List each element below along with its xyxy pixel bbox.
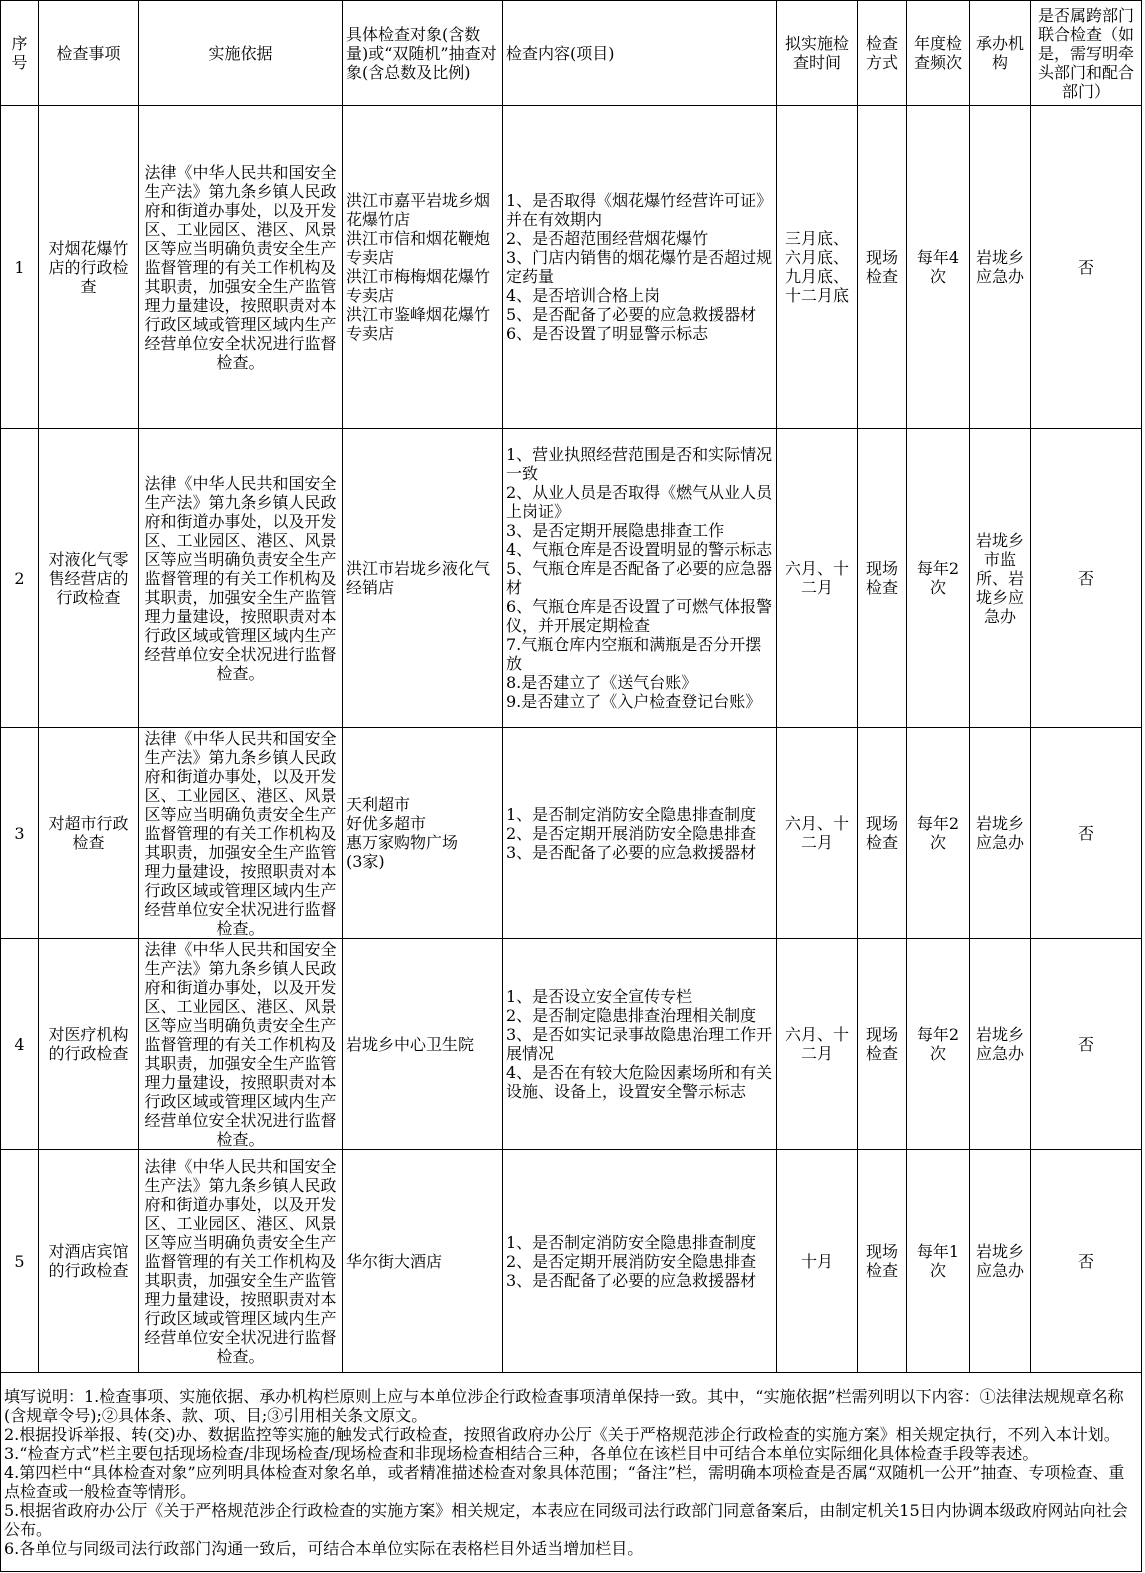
header-index: 序号 [1, 1, 38, 105]
inspection-item-cell: 对酒店宾馆的行政检查 [39, 1150, 138, 1372]
inspection-item-cell: 对液化气零售经营店的行政检查 [39, 429, 138, 727]
header-cross-department: 是否属跨部门联合检查（如是，需写明牵头部门和配合部门） [1031, 1, 1141, 105]
legal-basis-cell: 法律《中华人民共和国安全生产法》第九条乡镇人民政府和街道办事处，以及开发区、工业园区、港区、风景区等应当明确负责安全生产监督管理的有关工作机构及其职责，加强安全生产监管理力量建设，按照职责对本行政区域或管理区域内生产经营单位安全状况进行监督检查。 [139, 1150, 342, 1372]
responsible-agency-cell: 岩垅乡应急办 [970, 728, 1030, 938]
header-responsible-agency: 承办机构 [970, 1, 1030, 105]
inspection-content-cell [503, 728, 776, 938]
cross-department-cell: 否 [1031, 106, 1141, 428]
header-planned-time: 拟实施检查时间 [777, 1, 857, 105]
content-item: 2、是否定期开展消防安全隐患排查 [506, 1251, 757, 1271]
target-item: 华尔街大酒店 [346, 1251, 443, 1271]
cross-department-cell: 否 [1031, 1150, 1141, 1372]
header-legal-basis: 实施依据 [139, 1, 342, 105]
legal-basis-cell: 法律《中华人民共和国安全生产法》第九条乡镇人民政府和街道办事处，以及开发区、工业园区、港区、风景区等应当明确负责安全生产监督管理的有关工作机构及其职责，加强安全生产监管理力量建设，按照职责对本行政区域或管理区域内生产经营单位安全状况进行监督检查。 [139, 106, 342, 428]
note-item: 3.“检查方式”栏主要包括现场检查/非现场检查/现场检查和非现场检查相结合三种，各单位在该栏目中可结合本单位实际细化具体检查手段等表述。 [4, 1443, 1039, 1463]
legal-basis-cell: 法律《中华人民共和国安全生产法》第九条乡镇人民政府和街道办事处，以及开发区、工业园区、港区、风景区等应当明确负责安全生产监督管理的有关工作机构及其职责，加强安全生产监管理力量建设，按照职责对本行政区域或管理区域内生产经营单位安全状况进行监督检查。 [139, 939, 342, 1149]
inspection-method-cell: 现场检查 [858, 728, 906, 938]
inspection-targets-cell [343, 939, 502, 1149]
inspection-targets-cell [343, 728, 502, 938]
content-item: 7.气瓶仓库内空瓶和满瓶是否分开摆放 [506, 635, 762, 673]
content-item: 3、是否定期开展隐患排查工作 [506, 521, 725, 540]
content-item: 4、是否在有较大危险因素场所和有关设施、设备上，设置安全警示标志 [506, 1063, 773, 1101]
content-item: 5、是否配备了必要的应急救援器材 [506, 305, 757, 324]
content-item: 9.是否建立了《入户检查登记台账》 [506, 692, 762, 711]
inspection-item-cell: 对烟花爆竹店的行政检查 [39, 106, 138, 428]
target-item: 洪江市信和烟花鞭炮专卖店 [346, 229, 491, 267]
inspection-method-cell: 现场检查 [858, 1150, 906, 1372]
index-cell: 5 [1, 1150, 38, 1372]
content-item: 3、是否配备了必要的应急救援器材 [506, 1270, 757, 1290]
target-item: 岩垅乡中心卫生院 [346, 1034, 475, 1054]
inspection-targets-cell [343, 1150, 502, 1372]
planned-time-cell: 六月、十二月 [777, 939, 857, 1149]
content-item: 3、是否如实记录事故隐患治理工作开展情况 [506, 1025, 773, 1063]
inspection-content-cell [503, 1150, 776, 1372]
content-item: 6、气瓶仓库是否设置了可燃气体报警仪，并开展定期检查 [506, 597, 773, 635]
planned-time-cell: 三月底、六月底、九月底、十二月底 [777, 106, 857, 428]
note-item: 2.根据投诉举报、转(交)办、数据监控等实施的触发式行政检查，按照省政府办公厅《关于严格规范涉企行政检查的实施方案》相关规定执行，不列入本计划。 [4, 1424, 1120, 1444]
target-item: 天利超市 [346, 795, 411, 814]
legal-basis-cell: 法律《中华人民共和国安全生产法》第九条乡镇人民政府和街道办事处，以及开发区、工业园区、港区、风景区等应当明确负责安全生产监督管理的有关工作机构及其职责，加强安全生产监管理力量建设，按照职责对本行政区域或管理区域内生产经营单位安全状况进行监督检查。 [139, 728, 342, 938]
target-item: 洪江市嘉平岩垅乡烟花爆竹店 [346, 191, 491, 229]
planned-time-cell: 六月、十二月 [777, 429, 857, 727]
legal-basis-cell: 法律《中华人民共和国安全生产法》第九条乡镇人民政府和街道办事处，以及开发区、工业园区、港区、风景区等应当明确负责安全生产监督管理的有关工作机构及其职责，加强安全生产监管理力量建设，按照职责对本行政区域或管理区域内生产经营单位安全状况进行监督检查。 [139, 429, 342, 727]
header-inspection-method: 检查方式 [858, 1, 906, 105]
inspection-method-cell: 现场检查 [858, 429, 906, 727]
content-item: 1、是否制定消防安全隐患排查制度 [506, 804, 757, 824]
content-item: 4、气瓶仓库是否设置明显的警示标志 [506, 540, 773, 559]
content-item: 6、是否设置了明显警示标志 [506, 324, 709, 343]
content-item: 2、是否超范围经营烟花爆竹 [506, 229, 709, 248]
content-item: 2、是否制定隐患排查治理相关制度 [506, 1006, 757, 1025]
annual-frequency-cell: 每年2次 [907, 939, 969, 1149]
inspection-targets-cell [343, 106, 502, 428]
content-item: 8.是否建立了《送气台账》 [506, 673, 698, 692]
content-item: 2、是否定期开展消防安全隐患排查 [506, 823, 757, 843]
content-item: 3、是否配备了必要的应急救援器材 [506, 842, 757, 862]
header-inspection-item: 检查事项 [39, 1, 138, 105]
inspection-item-cell: 对超市行政检查 [39, 728, 138, 938]
inspection-content-cell [503, 939, 776, 1149]
responsible-agency-cell: 岩垅乡应急办 [970, 1150, 1030, 1372]
target-item: (3家) [346, 852, 385, 871]
cross-department-cell: 否 [1031, 728, 1141, 938]
annual-frequency-cell: 每年4次 [907, 106, 969, 428]
annual-frequency-cell: 每年1次 [907, 1150, 969, 1372]
responsible-agency-cell: 岩垅乡市监所、岩垅乡应急办 [970, 429, 1030, 727]
inspection-content-cell [503, 106, 776, 428]
target-item: 好优多超市 [346, 814, 427, 833]
header-annual-frequency: 年度检查频次 [907, 1, 969, 105]
planned-time-cell: 十月 [777, 1150, 857, 1372]
index-cell: 1 [1, 106, 38, 428]
index-cell: 2 [1, 429, 38, 727]
cross-department-cell: 否 [1031, 939, 1141, 1149]
filling-instructions [1, 1373, 1141, 1571]
target-item: 洪江市梅梅烟花爆竹专卖店 [346, 267, 491, 305]
index-cell: 3 [1, 728, 38, 938]
content-item: 1、是否制定消防安全隐患排查制度 [506, 1232, 757, 1252]
inspection-method-cell: 现场检查 [858, 939, 906, 1149]
cross-department-cell: 否 [1031, 429, 1141, 727]
content-item: 1、是否取得《烟花爆竹经营许可证》并在有效期内 [506, 191, 773, 229]
content-item: 3、门店内销售的烟花爆竹是否超过规定药量 [506, 248, 773, 286]
annual-frequency-cell: 每年2次 [907, 728, 969, 938]
target-item: 洪江市鉴峰烟花爆竹专卖店 [346, 305, 491, 343]
content-item: 1、是否设立安全宣传专栏 [506, 987, 693, 1006]
content-item: 2、从业人员是否取得《燃气从业人员上岗证》 [506, 483, 773, 521]
content-item: 1、营业执照经营范围是否和实际情况一致 [506, 445, 773, 483]
note-item: 6.各单位与同级司法行政部门沟通一致后，可结合本单位实际在表格栏目外适当增加栏目。 [4, 1538, 644, 1558]
header-inspection-targets: 具体检查对象(含数量)或“双随机”抽查对象(含总数及比例) [343, 1, 502, 105]
planned-time-cell: 六月、十二月 [777, 728, 857, 938]
responsible-agency-cell: 岩垅乡应急办 [970, 939, 1030, 1149]
content-item: 5、气瓶仓库是否配备了必要的应急器材 [506, 559, 773, 597]
note-item: 4.第四栏中“具体检查对象”应列明具体检查对象名单，或者精准描述检查对象具体范围；“备注”栏，需明确本项检查是否属“双随机一公开”抽查、专项检查、重点检查或一般检查等情形。 [4, 1462, 1125, 1501]
note-item: 填写说明：1.检查事项、实施依据、承办机构栏原则上应与本单位涉企行政检查事项清单保持一致。其中，“实施依据”栏需列明以下内容：①法律法规规章名称(含规章令号);②具体条、款、项、目;③引用相关条文原文。 [4, 1386, 1124, 1425]
inspection-method-cell: 现场检查 [858, 106, 906, 428]
target-item: 惠万家购物广场 [346, 833, 459, 852]
target-item: 洪江市岩垅乡液化气经销店 [346, 559, 491, 597]
responsible-agency-cell: 岩垅乡应急办 [970, 106, 1030, 428]
inspection-targets-cell [343, 429, 502, 727]
content-item: 4、是否培训合格上岗 [506, 286, 661, 305]
index-cell: 4 [1, 939, 38, 1149]
note-item: 5.根据省政府办公厅《关于严格规范涉企行政检查的实施方案》相关规定，本表应在同级司法行政部门同意备案后，由制定机关15日内协调本级政府网站向社会公布。 [4, 1500, 1128, 1539]
inspection-content-cell [503, 429, 776, 727]
annual-frequency-cell: 每年2次 [907, 429, 969, 727]
header-inspection-content: 检查内容(项目) [503, 1, 776, 105]
inspection-item-cell: 对医疗机构的行政检查 [39, 939, 138, 1149]
